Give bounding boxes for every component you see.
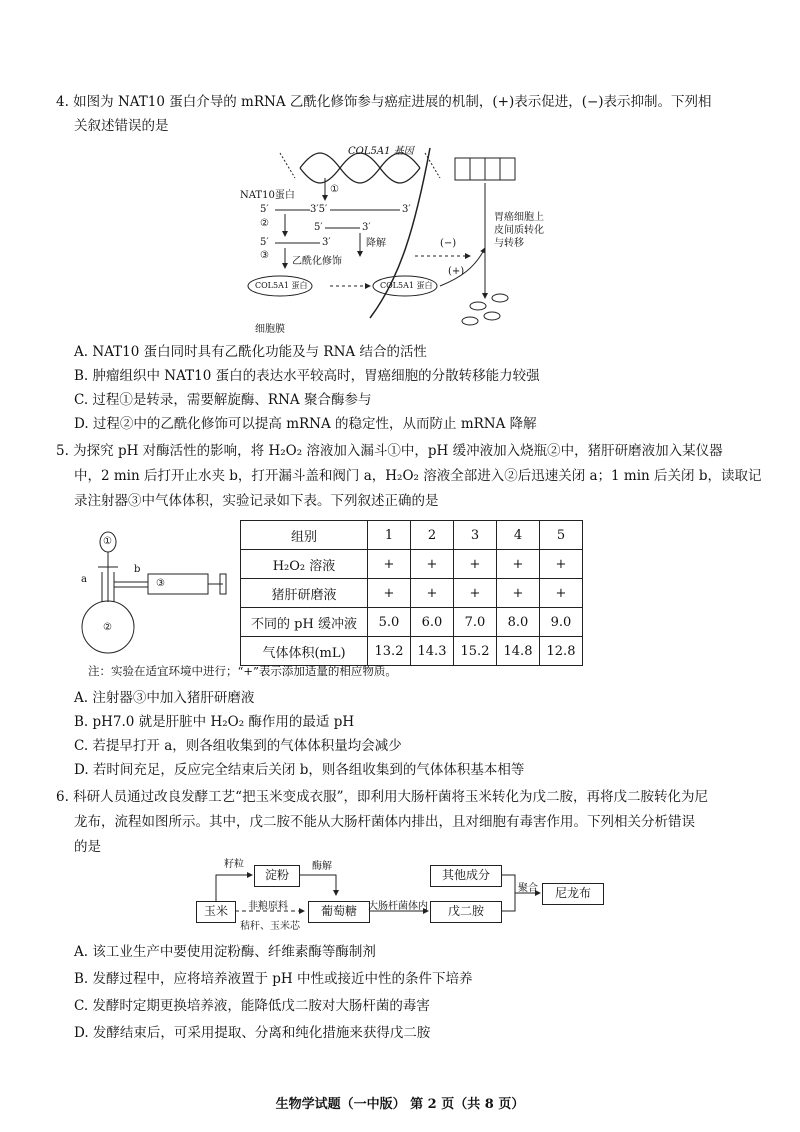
protein1-label: COL5A1 蛋白 [255, 281, 308, 290]
degrade-label: 降解 [366, 238, 386, 249]
table-cell: 9.0 [540, 608, 583, 637]
table-cell: 组别 [241, 521, 368, 550]
table-cell: 气体体积(mL) [241, 637, 368, 666]
step2-label: ② [260, 218, 269, 229]
clip-b-label: b [134, 564, 141, 575]
flow-nylon: 尼龙布 [542, 883, 604, 905]
table-cell: 2 [411, 521, 454, 550]
q4-option-d[interactable]: D. 过程②中的乙酰化修饰可以提高 mRNA 的稳定性，从而防止 mRNA 降解 [74, 416, 537, 432]
q5-option-b[interactable]: B. pH7.0 就是肝脏中 H₂O₂ 酶作用的最适 pH [74, 714, 355, 730]
cancer-line1: 胃癌细胞上 [494, 212, 544, 223]
table-cell: + [540, 550, 583, 579]
q6-option-d[interactable]: D. 发酵结束后，可采用提取、分离和纯化措施来获得戊二胺 [74, 1025, 431, 1041]
flow-corn: 玉米 [196, 901, 236, 923]
gene-label: COL5A1 基因 [348, 146, 414, 157]
table-cell: 7.0 [454, 608, 497, 637]
table-row [241, 521, 583, 550]
q6-option-c[interactable]: C. 发酵时定期更换培养液，能降低戊二胺对大肠杆菌的毒害 [74, 998, 430, 1014]
table-cell: 不同的 pH 缓冲液 [241, 608, 368, 637]
funnel-label: ① [103, 536, 112, 547]
flow-nonfood-label: 非粮原料 [248, 901, 288, 912]
q4-option-a[interactable]: A. NAT10 蛋白同时具有乙酰化功能及与 RNA 结合的活性 [74, 344, 427, 360]
q4-stem-line2: 关叙述错误的是 [74, 118, 169, 134]
table-cell: + [368, 579, 411, 608]
q5-option-d[interactable]: D. 若时间充足，反应完全结束后关闭 b，则各组收集到的气体体积基本相等 [74, 762, 525, 778]
table-cell: 3 [454, 521, 497, 550]
table-cell: 15.2 [454, 637, 497, 666]
plus-label: (+) [448, 266, 465, 277]
q5-stem-line1: 5. 为探究 pH 对酶活性的影响，将 H₂O₂ 溶液加入漏斗①中，pH 缓冲液加入烧瓶②中，猪肝研磨液加入某仪器 [56, 443, 723, 459]
q6-option-a[interactable]: A. 该工业生产中要使用淀粉酶、纤维素酶等酶制剂 [74, 944, 376, 960]
prime-5b: 5′ [260, 237, 269, 248]
valve-a-label: a [81, 574, 87, 585]
q5-data-table [240, 520, 583, 666]
table-cell: 13.2 [368, 637, 411, 666]
table-cell: 1 [368, 521, 411, 550]
table-cell: + [411, 550, 454, 579]
prime-5a: 5′ [260, 204, 269, 215]
flow-polymer-label: 聚合 [518, 883, 538, 894]
table-cell: 4 [497, 521, 540, 550]
cancer-line3: 与转移 [494, 238, 524, 249]
table-cell: + [411, 579, 454, 608]
step1-label: ① [330, 184, 339, 195]
flow-other: 其他成分 [430, 865, 502, 887]
table-cell: 8.0 [497, 608, 540, 637]
table-cell: 5.0 [368, 608, 411, 637]
protein2-label: COL5A1 蛋白 [380, 281, 433, 290]
minus-label: (−) [440, 238, 457, 249]
table-cell: 6.0 [411, 608, 454, 637]
q4-option-b[interactable]: B. 肿瘤组织中 NAT10 蛋白的表达水平较高时，胃癌细胞的分散转移能力较强 [74, 368, 540, 384]
membrane-label: 细胞膜 [255, 324, 285, 335]
flow-glucose: 葡萄糖 [308, 901, 370, 923]
q6-stem-line1: 6. 科研人员通过改良发酵工艺“把玉米变成衣服”，即利用大肠杆菌将玉米转化为戊二胺，再将戊二胺转化为尼 [56, 789, 708, 805]
prime-5c: 5′ [314, 222, 323, 233]
nat10-label: NAT10蛋白 [240, 190, 295, 201]
syringe-label: ③ [156, 578, 165, 589]
prime-3a: 3′5′ [310, 204, 328, 215]
q4-stem-line1: 4. 如图为 NAT10 蛋白介导的 mRNA 乙酰化修饰参与癌症进展的机制，(+)表示促进，(−)表示抑制。下列相 [56, 94, 712, 110]
table-cell: 5 [540, 521, 583, 550]
q5-stem-line3: 录注射器③中气体体积，实验记录如下表。下列叙述正确的是 [74, 493, 439, 509]
table-row [241, 550, 583, 579]
flask-label: ② [103, 622, 112, 633]
table-cell: 猪肝研磨液 [241, 579, 368, 608]
q5-stem-line2: 中，2 min 后打开止水夹 b，打开漏斗盖和阀门 a，H₂O₂ 溶液全部进入②后迅速关闭 a；1 min 后关闭 b，读取记 [74, 468, 762, 484]
table-cell: 14.3 [411, 637, 454, 666]
q6-flow-diagram [190, 855, 610, 935]
table-cell: 14.8 [497, 637, 540, 666]
prime-3c: 3′ [322, 237, 331, 248]
prime-3d: 3′ [362, 222, 371, 233]
table-cell: + [454, 550, 497, 579]
table-cell: 12.8 [540, 637, 583, 666]
table-cell: + [454, 579, 497, 608]
table-cell: + [497, 579, 540, 608]
step3-label: ③ [260, 250, 269, 261]
table-row [241, 608, 583, 637]
flow-starch: 淀粉 [254, 865, 300, 887]
table-cell: H₂O₂ 溶液 [241, 550, 368, 579]
table-row [241, 637, 583, 666]
cancer-line2: 皮间质转化 [494, 225, 544, 236]
q4-diagram [230, 138, 570, 338]
table-cell: + [540, 579, 583, 608]
flow-ecoli-label: 大肠杆菌体内 [368, 901, 428, 912]
flow-straw-label: 秸秆、玉米芯 [240, 921, 300, 932]
apparatus-drawing [78, 522, 228, 662]
table-row [241, 579, 583, 608]
flow-pentane: 戊二胺 [430, 901, 502, 923]
q5-apparatus [78, 522, 228, 662]
table-cell: + [368, 550, 411, 579]
page-footer: 生物学试题（一中版） 第 2 页（共 8 页） [275, 1097, 525, 1112]
prime-3b: 3′ [402, 204, 411, 215]
flow-hydrolysis-label: 酶解 [312, 861, 332, 872]
flow-grain-label: 籽粒 [224, 859, 244, 870]
q6-stem-line2: 龙布，流程如图所示。其中，戊二胺不能从大肠杆菌体内排出，且对细胞有毒害作用。下列相关分析错误 [74, 814, 695, 830]
q5-option-a[interactable]: A. 注射器③中加入猪肝研磨液 [74, 690, 255, 706]
q5-option-c[interactable]: C. 若提早打开 a，则各组收集到的气体体积量均会减少 [74, 738, 402, 754]
q6-option-b[interactable]: B. 发酵过程中，应将培养液置于 pH 中性或接近中性的条件下培养 [74, 971, 473, 987]
q4-option-c[interactable]: C. 过程①是转录，需要解旋酶、RNA 聚合酶参与 [74, 392, 372, 408]
acetylation-label: 乙酰化修饰 [292, 256, 342, 267]
q6-stem-line3: 的是 [74, 839, 101, 855]
table-cell: + [497, 550, 540, 579]
q5-table-note: 注：实验在适宜环境中进行；“+”表示添加适量的相应物质。 [88, 664, 397, 678]
